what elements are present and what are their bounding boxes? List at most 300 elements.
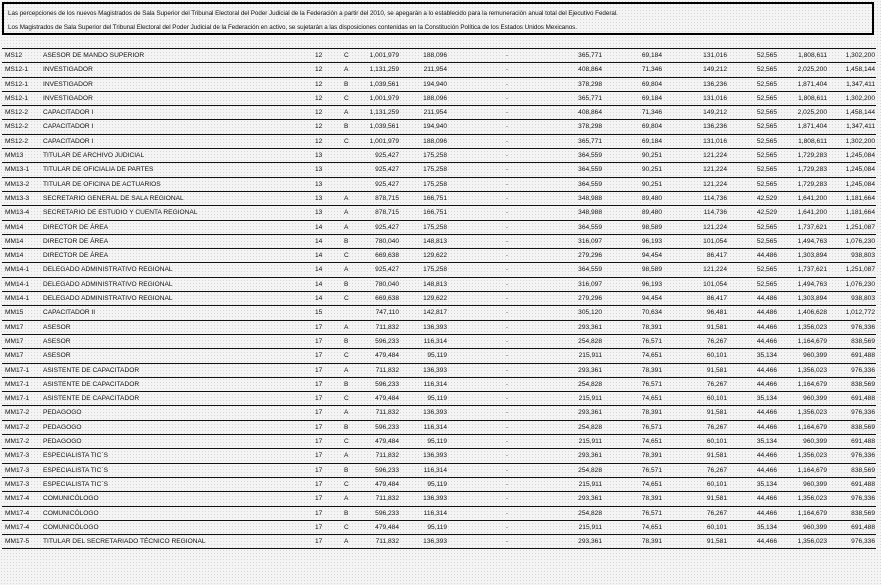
amount-3-cell: 279,296 — [578, 295, 602, 303]
amount-6-cell: 35,134 — [756, 438, 777, 446]
amount-2-cell: 129,622 — [423, 295, 447, 303]
amount-total-cell: 960,399 — [803, 395, 827, 403]
table-row — [2, 406, 876, 420]
amount-6-cell: 52,565 — [756, 80, 777, 88]
level-cell: 15 — [315, 309, 323, 317]
amount-3-cell: 378,298 — [578, 80, 602, 88]
group-cell: B — [344, 509, 349, 517]
amount-2-cell: 175,258 — [423, 266, 447, 274]
amount-6-cell: 52,565 — [756, 180, 777, 188]
amount-5-cell: 91,581 — [706, 452, 727, 460]
table-row — [2, 48, 876, 63]
amount-4-cell: 98,589 — [641, 266, 662, 274]
table-row — [2, 235, 876, 249]
empty-amount-cell: - — [505, 352, 509, 360]
table-row — [2, 163, 876, 177]
amount-3-cell: 293,361 — [578, 538, 602, 546]
notice-line-2: Los Magistrados de Sala Superior del Tribunal Electoral del Poder Judicial de la Federación en activo, se sujetarán a las disposiciones contenidas en la Constitución Política de los Estados Unidos Mexicanos. — [8, 24, 577, 31]
amount-6-cell: 35,134 — [756, 480, 777, 488]
amount-3-cell: 348,988 — [578, 194, 602, 202]
table-row — [2, 78, 876, 92]
table-row — [2, 421, 876, 435]
group-cell: A — [344, 538, 349, 546]
table-row — [2, 149, 876, 163]
amount-1-cell: 479,484 — [375, 523, 399, 531]
amount-1-cell: 479,484 — [375, 395, 399, 403]
empty-amount-cell: - — [505, 180, 509, 188]
position-code-cell: MM17-3 — [5, 466, 30, 474]
amount-3-cell: 364,559 — [578, 266, 602, 274]
position-name-cell: CAPACITADOR I — [43, 109, 94, 117]
position-name-cell: SECRETARIO GENERAL DE SALA REGIONAL — [43, 194, 184, 202]
amount-3-cell: 316,097 — [578, 237, 602, 245]
empty-amount-cell: - — [505, 409, 509, 417]
amount-3-cell: 215,911 — [578, 438, 602, 446]
table-row — [2, 106, 876, 120]
amount-3-cell: 293,361 — [578, 323, 602, 331]
amount-total-cell: 1,871,404 — [797, 123, 827, 131]
amount-6-cell: 44,466 — [756, 323, 777, 331]
level-cell: 17 — [315, 380, 323, 388]
position-code-cell: MM14 — [5, 237, 24, 245]
amount-2-cell: 116,314 — [423, 509, 447, 517]
position-code-cell: MM17 — [5, 352, 24, 360]
amount-5-cell: 121,224 — [703, 180, 727, 188]
amount-2-cell: 95,119 — [427, 395, 447, 403]
position-code-cell: MM14-1 — [5, 295, 30, 303]
amount-net-cell: 938,803 — [851, 252, 875, 260]
position-name-cell: ESPECIALISTA TIC´S — [43, 466, 108, 474]
empty-amount-cell: - — [505, 480, 509, 488]
amount-3-cell: 364,559 — [578, 152, 602, 160]
amount-5-cell: 76,267 — [706, 423, 727, 431]
empty-amount-cell: - — [505, 309, 509, 317]
amount-total-cell: 1,356,023 — [797, 323, 827, 331]
position-name-cell: TITULAR DE OFICINA DE ACTUARIOS — [43, 180, 161, 188]
position-code-cell: MS12-1 — [5, 94, 29, 102]
group-cell: B — [344, 337, 349, 345]
amount-2-cell: 142,817 — [423, 309, 447, 317]
position-code-cell: MM13-3 — [5, 194, 30, 202]
amount-total-cell: 1,729,283 — [797, 166, 827, 174]
amount-5-cell: 91,581 — [706, 538, 727, 546]
amount-total-cell: 960,399 — [803, 352, 827, 360]
amount-5-cell: 60,101 — [706, 395, 727, 403]
group-cell: B — [344, 123, 349, 131]
amount-6-cell: 42,529 — [756, 194, 777, 202]
amount-3-cell: 254,828 — [578, 509, 602, 517]
amount-5-cell: 76,267 — [706, 509, 727, 517]
amount-total-cell: 1,494,763 — [797, 237, 827, 245]
amount-net-cell: 838,569 — [851, 380, 875, 388]
group-cell: A — [344, 194, 349, 202]
group-cell: A — [344, 366, 349, 374]
amount-total-cell: 1,164,679 — [797, 337, 827, 345]
amount-5-cell: 96,481 — [706, 309, 727, 317]
empty-amount-cell: - — [505, 252, 509, 260]
amount-net-cell: 838,569 — [851, 466, 875, 474]
amount-2-cell: 136,393 — [423, 366, 447, 374]
amount-3-cell: 316,097 — [578, 280, 602, 288]
amount-total-cell: 1,164,679 — [797, 423, 827, 431]
amount-net-cell: 1,347,411 — [846, 123, 875, 131]
amount-net-cell: 1,181,664 — [845, 209, 875, 217]
empty-amount-cell: - — [505, 323, 509, 331]
table-row — [2, 178, 876, 192]
level-cell: 17 — [315, 409, 323, 417]
level-cell: 14 — [315, 237, 323, 245]
amount-4-cell: 74,651 — [641, 438, 662, 446]
level-cell: 14 — [315, 266, 323, 274]
amount-1-cell: 1,001,979 — [369, 94, 399, 102]
empty-amount-cell: - — [505, 166, 509, 174]
amount-total-cell: 960,399 — [803, 438, 827, 446]
amount-4-cell: 74,651 — [641, 352, 662, 360]
amount-5-cell: 149,212 — [703, 66, 727, 74]
amount-total-cell: 1,356,023 — [797, 366, 827, 374]
position-code-cell: MM14 — [5, 223, 24, 231]
level-cell: 17 — [315, 423, 323, 431]
amount-total-cell: 960,399 — [803, 523, 827, 531]
position-code-cell: MM15 — [5, 309, 24, 317]
position-name-cell: DELEGADO ADMINISTRATIVO REGIONAL — [43, 280, 173, 288]
group-cell: C — [344, 137, 349, 145]
empty-amount-cell: - — [505, 223, 509, 231]
amount-1-cell: 711,832 — [375, 452, 399, 460]
salary-table — [2, 48, 876, 549]
amount-3-cell: 408,864 — [578, 109, 602, 117]
empty-amount-cell: - — [505, 194, 509, 202]
amount-6-cell: 44,486 — [756, 295, 777, 303]
level-cell: 12 — [315, 123, 323, 131]
empty-amount-cell: - — [505, 423, 509, 431]
amount-5-cell: 136,236 — [703, 123, 727, 131]
amount-6-cell: 44,466 — [756, 337, 777, 345]
amount-5-cell: 121,224 — [703, 166, 727, 174]
amount-4-cell: 76,571 — [641, 509, 662, 517]
amount-total-cell: 1,356,023 — [797, 409, 827, 417]
position-name-cell: ASISTENTE DE CAPACITADOR — [43, 366, 140, 374]
amount-5-cell: 86,417 — [706, 252, 727, 260]
amount-total-cell: 1,808,611 — [798, 94, 827, 102]
amount-1-cell: 925,427 — [375, 166, 399, 174]
position-code-cell: MM14 — [5, 252, 24, 260]
position-code-cell: MM17-4 — [5, 495, 30, 503]
amount-5-cell: 101,054 — [703, 237, 727, 245]
amount-5-cell: 76,267 — [706, 466, 727, 474]
amount-total-cell: 1,164,679 — [797, 509, 827, 517]
amount-1-cell: 711,832 — [375, 538, 399, 546]
empty-amount-cell: - — [505, 538, 509, 546]
position-name-cell: PEDAGOGO — [43, 438, 82, 446]
empty-amount-cell: - — [505, 94, 509, 102]
amount-2-cell: 116,314 — [423, 380, 447, 388]
empty-amount-cell: - — [505, 266, 509, 274]
empty-amount-cell: - — [505, 466, 509, 474]
table-row — [2, 449, 876, 463]
amount-1-cell: 711,832 — [375, 323, 399, 331]
amount-4-cell: 96,193 — [641, 280, 662, 288]
table-row — [2, 435, 876, 449]
empty-amount-cell: - — [505, 109, 509, 117]
amount-1-cell: 925,427 — [375, 152, 399, 160]
position-name-cell: ESPECIALISTA TIC´S — [43, 480, 108, 488]
level-cell: 14 — [315, 223, 323, 231]
amount-2-cell: 116,314 — [423, 466, 447, 474]
amount-total-cell: 1,356,023 — [797, 452, 827, 460]
amount-1-cell: 596,233 — [375, 380, 399, 388]
amount-total-cell: 1,406,628 — [797, 309, 827, 317]
position-code-cell: MM14-1 — [5, 280, 30, 288]
table-row — [2, 507, 876, 521]
position-code-cell: MM17 — [5, 337, 24, 345]
position-code-cell: MM13-1 — [5, 166, 30, 174]
amount-3-cell: 254,828 — [578, 466, 602, 474]
position-code-cell: MM17-5 — [5, 538, 30, 546]
amount-2-cell: 116,314 — [423, 423, 447, 431]
amount-1-cell: 747,110 — [375, 309, 399, 317]
position-code-cell: MM17-2 — [5, 438, 30, 446]
amount-2-cell: 136,393 — [423, 323, 447, 331]
position-name-cell: ASESOR DE MANDO SUPERIOR — [43, 52, 145, 59]
amount-2-cell: 166,751 — [423, 194, 447, 202]
amount-2-cell: 211,954 — [423, 66, 447, 74]
empty-amount-cell: - — [505, 337, 509, 345]
level-cell: 17 — [315, 395, 323, 403]
amount-6-cell: 52,565 — [756, 223, 777, 231]
level-cell: 14 — [315, 280, 323, 288]
position-name-cell: SECRETARIO DE ESTUDIO Y CUENTA REGIONAL — [43, 209, 198, 217]
amount-total-cell: 1,356,023 — [797, 495, 827, 503]
amount-2-cell: 188,096 — [423, 52, 447, 59]
group-cell: A — [344, 452, 349, 460]
amount-1-cell: 925,427 — [375, 180, 399, 188]
table-row — [2, 249, 876, 263]
amount-6-cell: 52,565 — [756, 66, 777, 74]
amount-6-cell: 52,565 — [756, 166, 777, 174]
amount-4-cell: 78,391 — [641, 323, 662, 331]
amount-net-cell: 838,569 — [851, 337, 875, 345]
amount-3-cell: 254,828 — [578, 423, 602, 431]
amount-2-cell: 136,393 — [423, 452, 447, 460]
level-cell: 17 — [315, 438, 323, 446]
amount-6-cell: 44,466 — [756, 509, 777, 517]
amount-6-cell: 42,529 — [756, 209, 777, 217]
position-code-cell: MS12 — [5, 52, 23, 59]
amount-net-cell: 1,302,200 — [845, 52, 875, 59]
group-cell: A — [344, 66, 349, 74]
position-code-cell: MM17-4 — [5, 509, 30, 517]
amount-5-cell: 60,101 — [706, 480, 727, 488]
position-code-cell: MM17-1 — [5, 366, 30, 374]
amount-4-cell: 96,193 — [641, 237, 662, 245]
amount-4-cell: 78,391 — [641, 366, 662, 374]
level-cell: 17 — [315, 538, 323, 546]
amount-net-cell: 838,569 — [851, 423, 875, 431]
amount-4-cell: 94,454 — [641, 252, 662, 260]
empty-amount-cell: - — [505, 438, 509, 446]
amount-3-cell: 215,911 — [578, 480, 602, 488]
amount-5-cell: 131,016 — [703, 52, 727, 59]
empty-amount-cell: - — [505, 280, 509, 288]
group-cell: C — [344, 523, 349, 531]
position-name-cell: ASESOR — [43, 337, 71, 345]
position-code-cell: MS12-2 — [5, 123, 29, 131]
amount-1-cell: 596,233 — [375, 423, 399, 431]
level-cell: 13 — [315, 166, 323, 174]
level-cell: 17 — [315, 452, 323, 460]
level-cell: 12 — [315, 137, 323, 145]
group-cell: C — [344, 295, 349, 303]
table-row — [2, 306, 876, 320]
amount-2-cell: 116,314 — [423, 337, 447, 345]
amount-5-cell: 136,236 — [703, 80, 727, 88]
amount-total-cell: 2,025,200 — [797, 109, 827, 117]
group-cell: C — [344, 52, 349, 59]
level-cell: 12 — [315, 94, 323, 102]
position-name-cell: ESPECIALISTA TIC´S — [43, 452, 108, 460]
amount-6-cell: 52,565 — [756, 52, 777, 59]
amount-net-cell: 1,076,230 — [845, 237, 875, 245]
empty-amount-cell: - — [505, 452, 509, 460]
amount-total-cell: 960,399 — [803, 480, 827, 488]
amount-4-cell: 89,480 — [641, 209, 662, 217]
amount-6-cell: 44,466 — [756, 538, 777, 546]
amount-3-cell: 293,361 — [578, 452, 602, 460]
group-cell: A — [344, 209, 349, 217]
table-row — [2, 464, 876, 478]
amount-1-cell: 1,131,259 — [369, 66, 399, 74]
amount-1-cell: 1,039,561 — [369, 123, 399, 131]
position-name-cell: CAPACITADOR I — [43, 137, 94, 145]
amount-4-cell: 74,651 — [641, 523, 662, 531]
amount-3-cell: 293,361 — [578, 409, 602, 417]
amount-1-cell: 780,040 — [375, 280, 399, 288]
amount-3-cell: 215,911 — [578, 395, 602, 403]
amount-4-cell: 94,454 — [641, 295, 662, 303]
table-row — [2, 535, 876, 549]
amount-net-cell: 976,336 — [851, 323, 875, 331]
table-row — [2, 378, 876, 392]
amount-total-cell: 1,729,283 — [797, 152, 827, 160]
amount-6-cell: 44,486 — [756, 252, 777, 260]
amount-1-cell: 669,638 — [375, 252, 399, 260]
amount-net-cell: 691,488 — [851, 395, 875, 403]
position-code-cell: MS12-1 — [5, 66, 29, 74]
amount-net-cell: 838,569 — [851, 509, 875, 517]
table-row — [2, 278, 876, 292]
amount-5-cell: 149,212 — [703, 109, 727, 117]
amount-4-cell: 74,651 — [641, 395, 662, 403]
amount-2-cell: 129,622 — [423, 252, 447, 260]
group-cell: B — [344, 423, 349, 431]
amount-2-cell: 211,954 — [423, 109, 447, 117]
amount-1-cell: 1,131,259 — [369, 109, 399, 117]
group-cell: B — [344, 466, 349, 474]
level-cell: 14 — [315, 252, 323, 260]
amount-2-cell: 194,940 — [423, 80, 447, 88]
amount-total-cell: 1,808,611 — [798, 137, 827, 145]
position-code-cell: MM17-2 — [5, 423, 30, 431]
position-code-cell: MS12-2 — [5, 137, 29, 145]
position-code-cell: MM14-1 — [5, 266, 30, 274]
empty-amount-cell: - — [505, 123, 509, 131]
empty-amount-cell: - — [505, 395, 509, 403]
empty-amount-cell: - — [505, 66, 509, 74]
amount-5-cell: 76,267 — [706, 337, 727, 345]
amount-net-cell: 691,488 — [851, 523, 875, 531]
table-row — [2, 206, 876, 220]
empty-amount-cell: - — [505, 523, 509, 531]
amount-5-cell: 131,016 — [703, 137, 727, 145]
amount-6-cell: 44,466 — [756, 423, 777, 431]
amount-1-cell: 711,832 — [375, 495, 399, 503]
empty-amount-cell: - — [505, 209, 509, 217]
amount-2-cell: 175,258 — [423, 223, 447, 231]
group-cell: A — [344, 223, 349, 231]
amount-3-cell: 365,771 — [578, 137, 602, 145]
table-row — [2, 263, 876, 277]
amount-5-cell: 91,581 — [706, 366, 727, 374]
table-row — [2, 63, 876, 77]
position-name-cell: ASISTENTE DE CAPACITADOR — [43, 395, 140, 403]
amount-4-cell: 69,184 — [641, 137, 662, 145]
position-code-cell: MS12-2 — [5, 109, 29, 117]
amount-net-cell: 1,076,230 — [845, 280, 875, 288]
group-cell: A — [344, 266, 349, 274]
amount-net-cell: 976,336 — [851, 409, 875, 417]
amount-1-cell: 1,001,979 — [369, 137, 399, 145]
amount-6-cell: 44,466 — [756, 452, 777, 460]
amount-total-cell: 1,164,679 — [797, 380, 827, 388]
amount-4-cell: 69,184 — [641, 52, 662, 59]
amount-5-cell: 91,581 — [706, 495, 727, 503]
empty-amount-cell: - — [505, 366, 509, 374]
empty-amount-cell: - — [505, 152, 509, 160]
amount-1-cell: 1,001,979 — [369, 52, 399, 59]
amount-1-cell: 878,715 — [375, 209, 399, 217]
amount-net-cell: 691,488 — [851, 438, 875, 446]
empty-amount-cell: - — [505, 380, 509, 388]
level-cell: 17 — [315, 366, 323, 374]
level-cell: 12 — [315, 52, 323, 59]
group-cell: A — [344, 495, 349, 503]
amount-1-cell: 1,039,561 — [369, 80, 399, 88]
amount-total-cell: 1,494,763 — [797, 280, 827, 288]
amount-4-cell: 71,346 — [641, 109, 662, 117]
amount-4-cell: 90,251 — [641, 152, 662, 160]
amount-5-cell: 131,016 — [703, 94, 727, 102]
empty-amount-cell: - — [505, 237, 509, 245]
amount-net-cell: 1,458,144 — [845, 109, 875, 117]
position-code-cell: MM17-3 — [5, 480, 30, 488]
amount-4-cell: 98,589 — [641, 223, 662, 231]
amount-4-cell: 76,571 — [641, 423, 662, 431]
amount-total-cell: 1,303,894 — [797, 252, 827, 260]
position-code-cell: MS12-1 — [5, 80, 29, 88]
group-cell: C — [344, 352, 349, 360]
position-name-cell: TITULAR DE OFICIALIA DE PARTES — [43, 166, 154, 174]
amount-3-cell: 254,828 — [578, 380, 602, 388]
amount-3-cell: 364,559 — [578, 166, 602, 174]
amount-4-cell: 69,184 — [641, 94, 662, 102]
position-name-cell: DIRECTOR DE ÁREA — [43, 223, 109, 231]
table-row — [2, 521, 876, 535]
amount-2-cell: 136,393 — [423, 538, 447, 546]
level-cell: 13 — [315, 152, 323, 160]
level-cell: 13 — [315, 180, 323, 188]
position-code-cell: MM13-2 — [5, 180, 30, 188]
